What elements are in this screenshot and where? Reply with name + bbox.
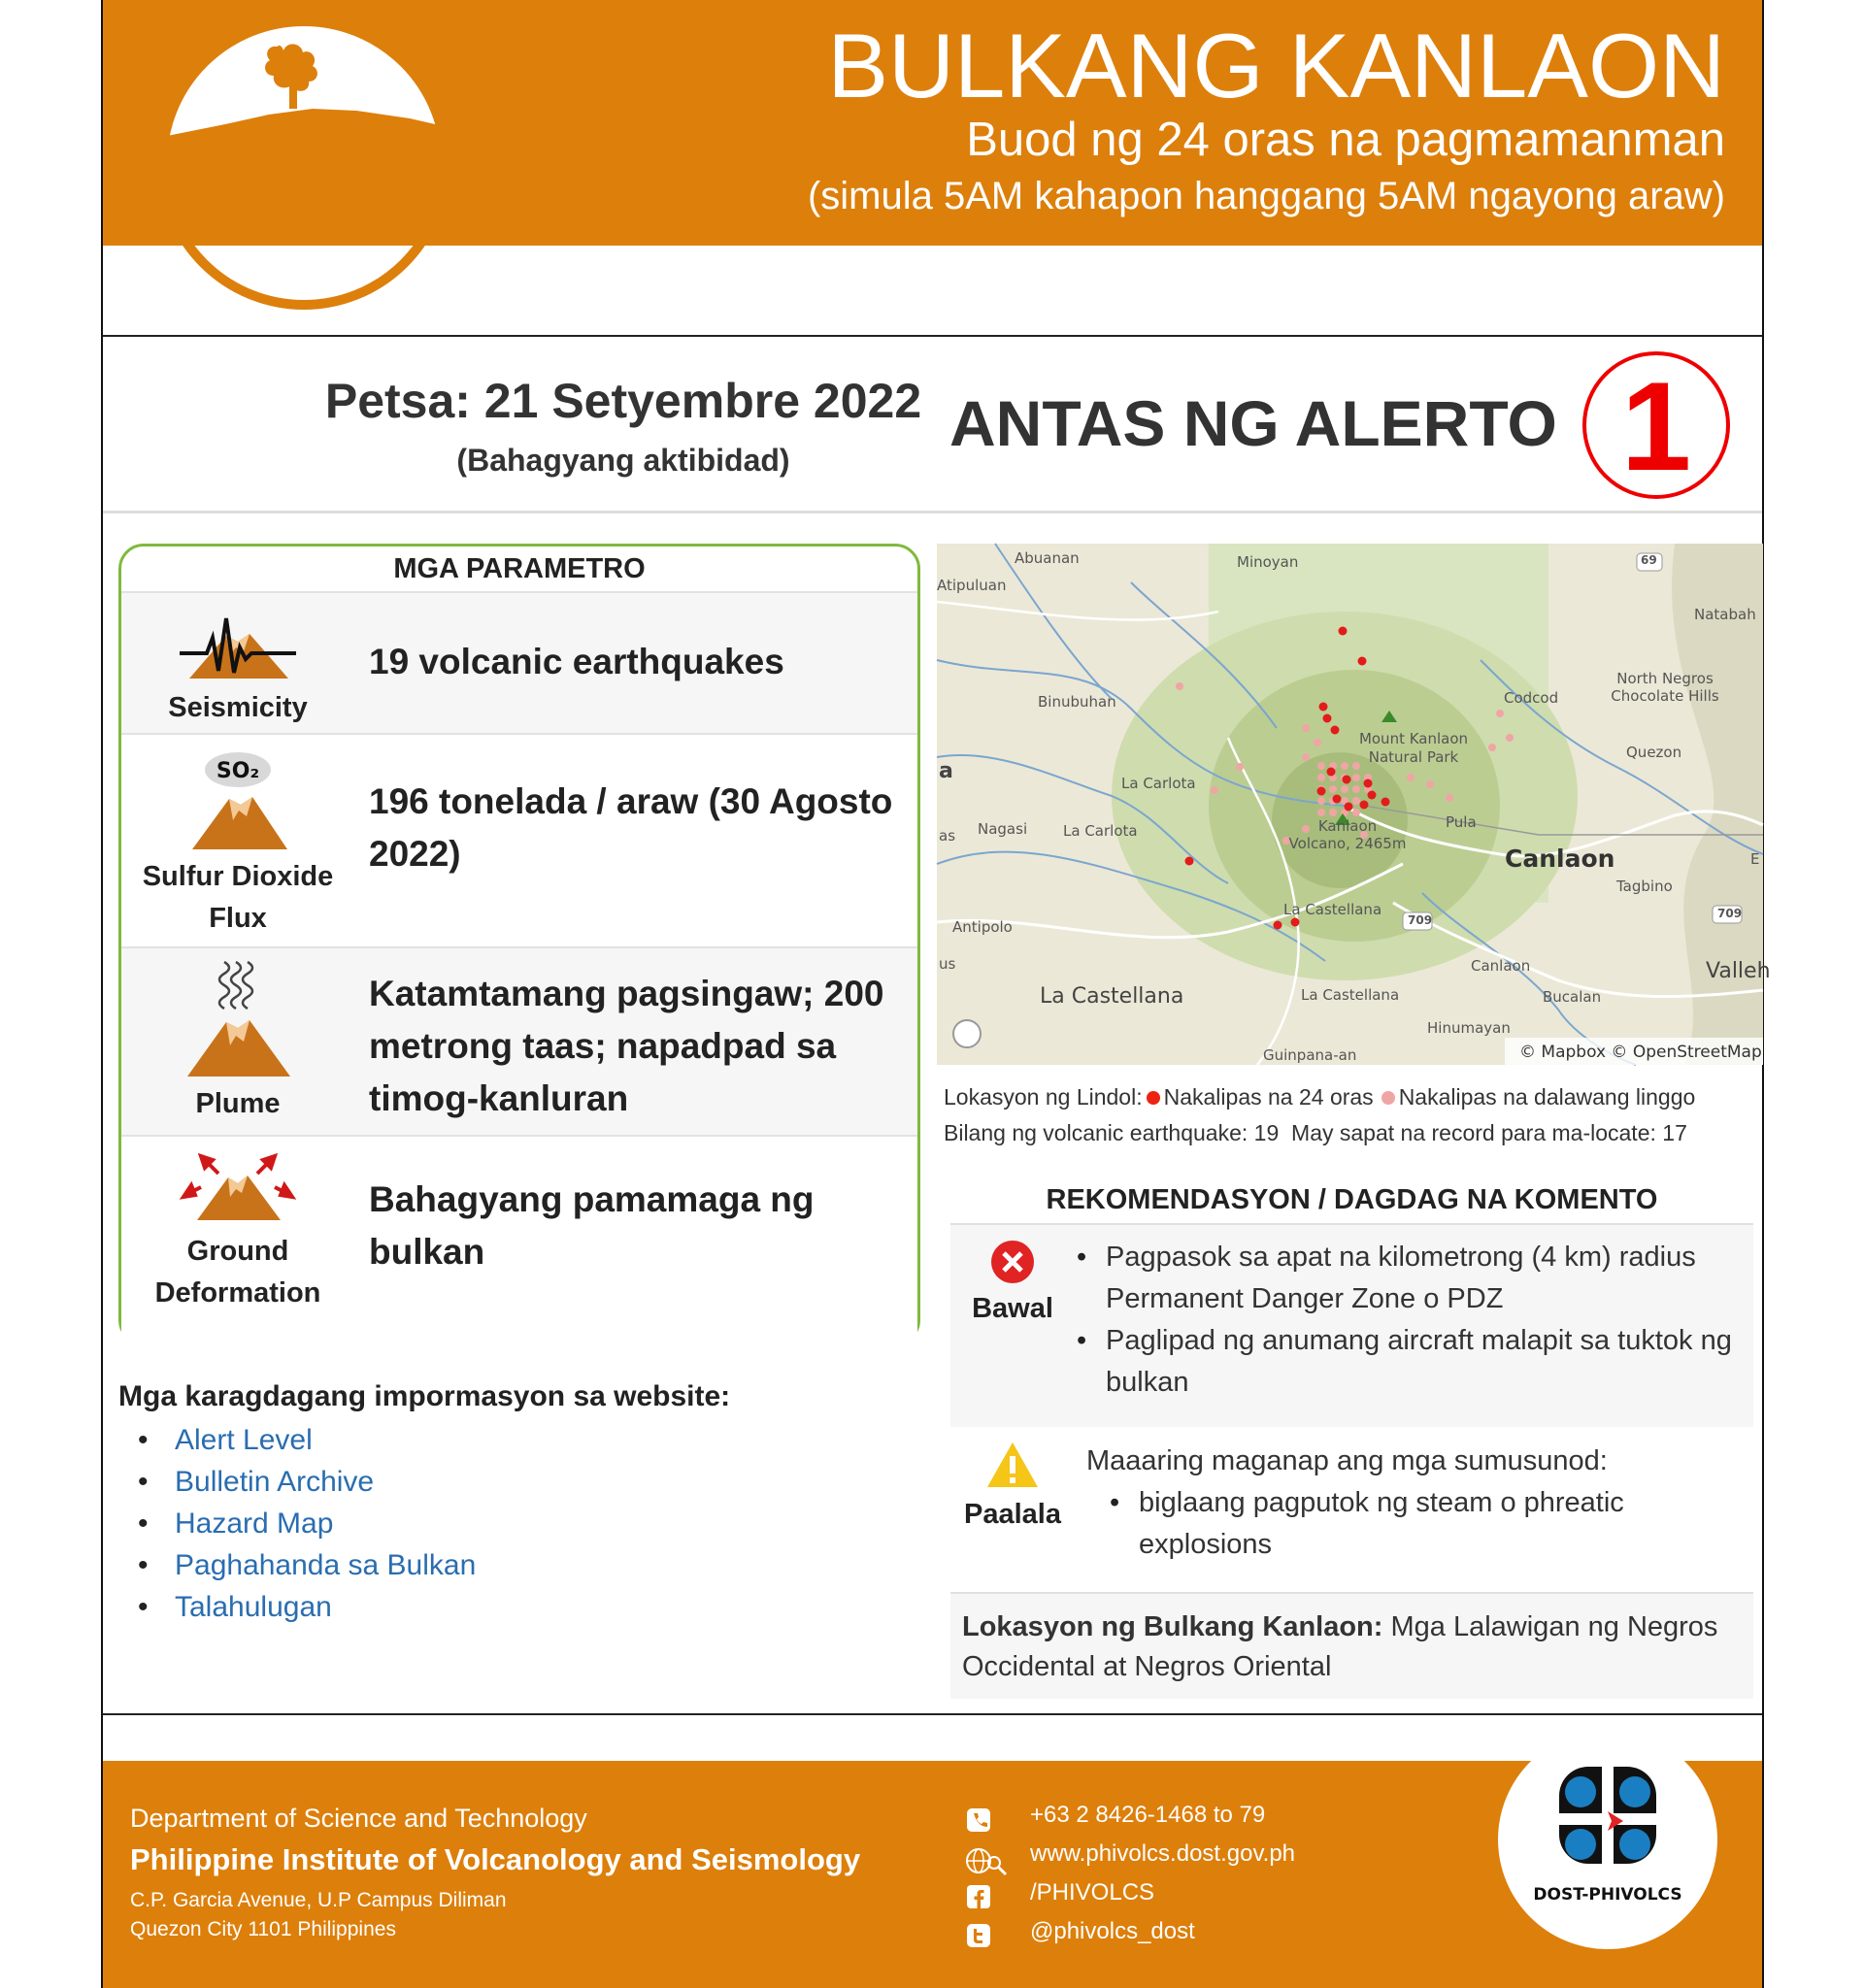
plume-icon — [180, 958, 296, 1078]
map-place: La Castellana — [1301, 986, 1400, 1004]
bulletin-subtitle: Buod ng 24 oras na pagmamanman — [966, 114, 1725, 166]
map-legend — [944, 1084, 1695, 1110]
legend-prefix: Lokasyon ng Lindol: — [944, 1084, 1143, 1110]
map-place: Guinpana-an — [1263, 1046, 1357, 1064]
link-talahulugan[interactable]: • Talahulugan — [134, 1586, 476, 1628]
parameter-icon-cell — [121, 750, 354, 940]
map-place: us — [939, 955, 956, 973]
map-place: North Negros Chocolate Hills — [1611, 670, 1719, 705]
legend-dot-older — [1381, 1091, 1395, 1105]
parameter-row-ground-deformation — [121, 1135, 917, 1348]
map-place: Canlaon — [1505, 845, 1615, 873]
map-place: a — [939, 759, 953, 783]
location-value: Mga Lalawigan ng Negros Occidental at Negros Oriental — [962, 1611, 1718, 1682]
parameter-icon-cell — [121, 1152, 354, 1314]
paalala-label: Paalala — [964, 1499, 1061, 1530]
ground-deformation-icon — [180, 1152, 296, 1222]
map-place: Bucalan — [1543, 988, 1602, 1006]
bawal-label: Bawal — [972, 1293, 1053, 1324]
legend-older: Nakalipas na dalawang linggo — [1398, 1084, 1696, 1110]
legend-recent: Nakalipas na 24 oras — [1163, 1084, 1374, 1110]
divider — [103, 335, 1762, 337]
parameter-icon-cell — [121, 958, 354, 1125]
rec-paalala-row — [950, 1429, 1753, 1592]
paalala-list — [1108, 1482, 1729, 1566]
map-place: Binubuhan — [1038, 693, 1116, 711]
parameter-row-seismicity — [121, 591, 917, 733]
parameter-row-so2 — [121, 733, 917, 946]
divider — [103, 1713, 1762, 1715]
footer-address: C.P. Garcia Avenue, U.P Campus Diliman — [130, 1889, 507, 1911]
map-place: E — [1750, 850, 1760, 868]
footer-department: Department of Science and Technology — [130, 1804, 587, 1833]
divider — [103, 511, 1762, 514]
map-counts — [944, 1120, 1687, 1146]
volcano-location — [950, 1594, 1753, 1699]
bulletin-date: Petsa: 21 Setyembre 2022 — [324, 374, 922, 428]
location-label: Lokasyon ng Bulkang Kanlaon: — [962, 1611, 1383, 1642]
web-search-icon — [965, 1845, 1008, 1876]
alert-level-badge: 1 — [1582, 351, 1730, 499]
bawal-item: • Paglipad ng anumang aircraft malapit sa tuktok ng bulkan — [1075, 1320, 1735, 1404]
parameter-label: Ground Deformation — [154, 1236, 321, 1309]
map-place: Minoyan — [1237, 553, 1299, 571]
map-place: Pula — [1446, 813, 1477, 831]
rec-bawal-row — [950, 1225, 1753, 1427]
website-links — [134, 1419, 476, 1628]
website-heading: Mga karagdagang impormasyon sa website: — [118, 1380, 731, 1412]
link-alert-level[interactable]: • Alert Level — [134, 1419, 476, 1461]
footer-institute: Philippine Institute of Volcanology and Seismology — [130, 1842, 861, 1876]
parameter-value: Katamtamang pagsingaw; 200 metrong taas; napadpad sa timog-kanluran — [369, 974, 884, 1118]
seismicity-icon — [180, 609, 296, 682]
so2-badge: SO₂ — [216, 759, 260, 783]
paalala-intro: Maaaring maganap ang mga sumusunod: — [1086, 1445, 1608, 1476]
link-bulletin-archive[interactable]: • Bulletin Archive — [134, 1461, 476, 1503]
map-place: Canlaon — [1471, 957, 1531, 975]
footer-address: Quezon City 1101 Philippines — [130, 1918, 396, 1940]
logo-text: DOST-PHIVOLCS — [1533, 1885, 1682, 1905]
twitter-icon — [965, 1922, 992, 1949]
footer-facebook[interactable]: /PHIVOLCS — [1030, 1879, 1155, 1905]
parameters-heading: MGA PARAMETRO — [393, 553, 646, 584]
located-count: May sapat na record para ma-locate: 17 — [1291, 1120, 1687, 1145]
road-shield: 709 — [1408, 913, 1433, 927]
footer-twitter[interactable]: @phivolcs_dost — [1030, 1918, 1195, 1944]
map-place: Antipolo — [952, 918, 1013, 936]
warning-icon — [985, 1441, 1040, 1489]
recommendations-heading: REKOMENDASYON / DAGDAG NA KOMENTO — [1046, 1184, 1658, 1215]
paalala-item: • biglaang pagputok ng steam o phreatic explosions — [1108, 1482, 1729, 1566]
phone-icon — [965, 1806, 992, 1834]
map-attribution: © Mapbox © OpenStreetMap — [1519, 1043, 1762, 1062]
map-place: La Carlota — [1063, 822, 1138, 840]
bulletin-frame — [101, 0, 1771, 1988]
legend-dot-recent — [1147, 1091, 1160, 1105]
map-place: Quezon — [1626, 744, 1682, 761]
link-paghahanda[interactable]: • Paghahanda sa Bulkan — [134, 1544, 476, 1586]
map-place: Tagbino — [1616, 878, 1673, 895]
road-shield: 709 — [1717, 907, 1743, 920]
alert-level-label: ANTAS NG ALERTO — [949, 387, 1557, 459]
parameter-label: Sulfur Dioxide Flux — [142, 861, 334, 934]
map-place: Codcod — [1504, 689, 1559, 707]
map-place: La Carlota — [1121, 775, 1196, 792]
bawal-item: • Pagpasok sa apat na kilometrong (4 km) radius Permanent Danger Zone o PDZ — [1075, 1237, 1735, 1320]
footer-phone[interactable]: +63 2 8426-1468 to 79 — [1030, 1802, 1266, 1828]
parameter-label: Seismicity — [168, 692, 308, 723]
facebook-icon — [965, 1883, 992, 1910]
dost-phivolcs-logo — [1498, 1730, 1717, 1949]
bawal-list — [1075, 1237, 1735, 1404]
so2-icon — [184, 750, 291, 851]
map-place: Nagasi — [978, 820, 1028, 838]
volcano-logo — [157, 0, 450, 320]
map-place: Mount Kanlaon Natural Park — [1358, 730, 1469, 766]
bulletin-period: (simula 5AM kahapon hanggang 5AM ngayong araw) — [807, 175, 1725, 217]
map-place: La Castellana — [1283, 901, 1382, 918]
dost-logo-icon — [1549, 1767, 1666, 1873]
earthquake-count: Bilang ng volcanic earthquake: 19 — [944, 1120, 1280, 1145]
map-place: Natabah — [1694, 606, 1756, 623]
activity-description: (Bahagyang aktibidad) — [456, 443, 790, 478]
map-place: La Castellana — [1040, 984, 1184, 1009]
map-place: Kanlaon Volcano, 2465m — [1288, 817, 1407, 852]
earthquake-map[interactable] — [937, 544, 1771, 1065]
parameter-row-plume — [121, 946, 917, 1135]
parameter-value: Bahagyang pamamaga ng bulkan — [369, 1179, 815, 1272]
road-shield: 69 — [1641, 553, 1657, 567]
map-place: as — [939, 827, 956, 845]
parameter-icon-cell — [121, 609, 354, 729]
map-place: Valleh — [1706, 959, 1771, 983]
map-place: Atipuluan — [937, 577, 1007, 594]
map-place: Abuanan — [1015, 549, 1080, 567]
parameter-value: 19 volcanic earthquakes — [369, 642, 784, 681]
parameters-panel — [118, 544, 920, 1345]
parameter-value: 196 tonelada / araw (30 Agosto 2022) — [369, 781, 893, 874]
parameter-label: Plume — [195, 1088, 281, 1119]
prohibited-icon — [989, 1239, 1036, 1285]
bulletin-title: BULKANG KANLAON — [827, 15, 1725, 116]
link-hazard-map[interactable]: • Hazard Map — [134, 1503, 476, 1544]
map-place: Hinumayan — [1427, 1019, 1511, 1037]
footer-website[interactable]: www.phivolcs.dost.gov.ph — [1030, 1840, 1296, 1867]
